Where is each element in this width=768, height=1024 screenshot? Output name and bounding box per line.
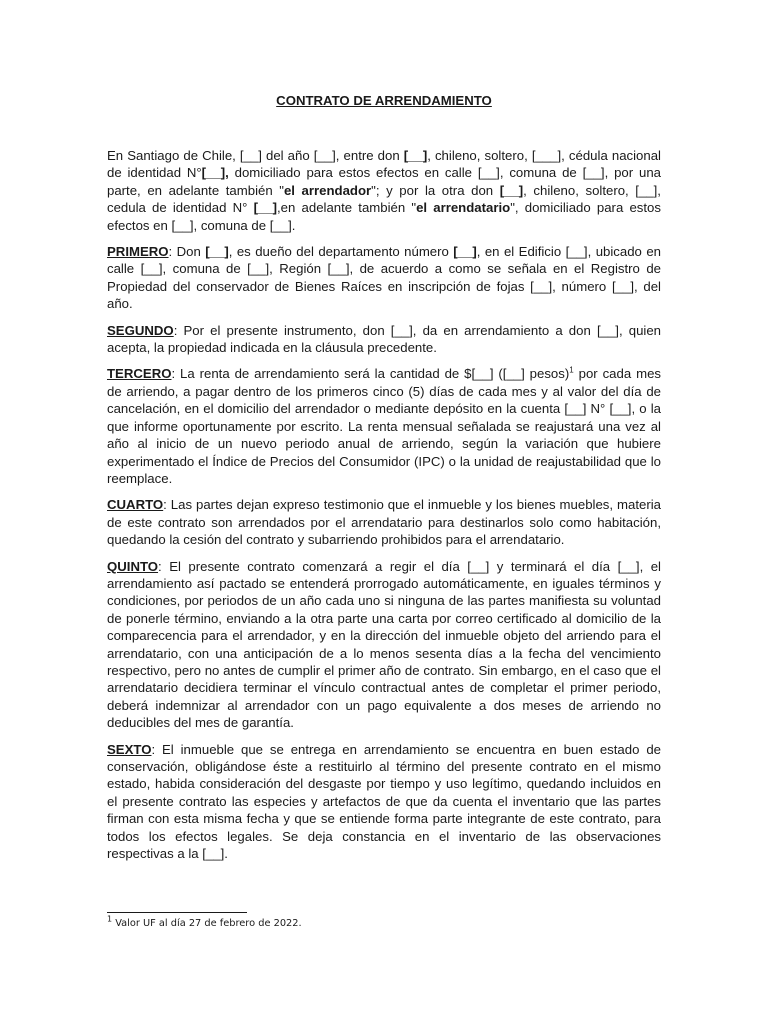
tercero-text-2: por cada mes de arriendo, a pagar dentro de los primeros cinco (5) días de cada mes y al valor del día de cancelación, en el domicilio del arrendador o mediante depósito en la cuenta [__] N° [__], o la que informe oportunamente por escrito. La renta mensual señalada se reajustará una vez al año al inicio de un nuevo periodo anual de arriendo, según la variación que hubiere experimentado el Índice de Precios del Consumidor (IPC) o la unidad de reajustabilidad que lo reemplace. [107,366,661,486]
primero-text-1: : Don [168,244,206,260]
sexto-text: : El inmueble que se entrega en arrendamiento se encuentra en buen estado de conservación, obligándose éste a restituirlo al término del presente contrato en el mismo estado, habida consideración del desgaste por tiempo y uso legítimo, quedando incluidos en el presente contrato las especies y artefactos de que da cuenta el inventario que las partes firman con esta misma fecha y que se entiende forma parte integrante de este contrato, para todos los efectos legales. Se deja constancia en el inventario de las observaciones respectivas a la [__]. [107,741,661,862]
primero-text-2: , es dueño del departamento número [228,244,454,260]
intro-text-2: , chileno, soltero, [___], cédula nacional de identidad N° [107,148,661,181]
segundo-text: : Por el presente instrumento, don [__], da en arrendamiento a don [__], quien acepta, la propiedad indicada en la cláusula precedente. [107,322,661,356]
clause-heading-quinto: QUINTO [107,558,159,574]
primero-bold-2: [__] [453,244,477,260]
intro-arrendador: el arrendador [283,182,372,198]
intro-text-1: En Santiago de Chile, [__] del año [__], entre don [107,148,404,163]
clause-heading-cuarto: CUARTO [107,497,164,513]
clause-heading-primero: PRIMERO [107,244,169,260]
clause-quinto [107,558,661,732]
clause-primero [107,243,661,313]
clause-sexto [107,741,661,863]
tercero-text-1: : La renta de arrendamiento será la cantidad de $[__] ([__] pesos) [171,366,570,382]
quinto-text: : El presente contrato comenzará a regir el día [__] y terminará el día [__], el arrendamiento así pactado se entenderá prorrogado automáticamente, en iguales términos y condiciones, por periodos de un año cada uno si ninguna de las partes manifiesta su voluntad de ponerle término, enviando a la otra parte una carta por correo certificado al domicilio de la comparecencia para el arrendador, y en la dirección del inmueble objeto del arriendo para el arrendatario, con una anticipación de a lo menos sesenta días a la fecha del vencimiento respectivo, pero no antes de cumplir el primer año de contrato. Sin embargo, en el caso que el arrendatario decidiera terminar el vínculo contractual antes de completar el primer periodo, deberá indemnizar al arrendador con un pago equivalente a dos meses de arriendo no deducibles del mes de garantía. [107,558,661,731]
intro-bold-1: [__] [403,148,428,163]
primero-bold-1: [__] [205,244,229,260]
footnote-reference: 1 [569,366,574,376]
clause-tercero [107,365,661,487]
intro-bold-2: [__], [201,165,229,181]
clause-heading-segundo: SEGUNDO [107,322,174,338]
clause-segundo [107,322,661,357]
intro-text-3: domiciliado para estos efectos en calle [__], comuna de [__], por una parte, en adelante también " [107,165,661,198]
intro-text-6: ,en adelante también " [277,200,417,216]
clause-heading-sexto: SEXTO [107,741,152,757]
clause-heading-tercero: TERCERO [107,366,172,382]
intro-bold-5: [__] [253,200,278,216]
intro-bold-4: [__] [499,182,524,198]
primero-text-3: , en el Edificio [__], ubicado en calle [__], comuna de [__], Región [__], de acuerdo a como se señala en el Registro de Propiedad del conservador de Bienes Raíces en inscripción de fojas [__], número [__], del año. [107,244,661,312]
intro-text-5: , chileno, soltero, [__], cedula de identidad N° [107,182,661,216]
footnote-mark: 1 [107,914,113,924]
intro-text-4: "; y por la otra don [371,182,500,198]
clause-cuarto [107,496,661,548]
cuarto-text: : Las partes dejan expreso testimonio que el inmueble y los bienes muebles, materia de este contrato son arrendados por el arrendatario para destinarlos solo como habitación, quedando la cesión del contrato y subarriendo prohibidos para el arrendatario. [107,497,661,548]
intro-paragraph [107,147,661,234]
footnote-divider [107,912,247,913]
intro-text-7: ", domiciliado para estos efectos en [__], comuna de [__]. [107,200,661,233]
footnote [107,914,302,929]
document-title: CONTRATO DE ARRENDAMIENTO [276,93,492,108]
contract-body [107,147,661,871]
footnote-text: Valor UF al día 27 de febrero de 2022. [112,918,302,929]
intro-arrendatario: el arrendatario [416,200,511,216]
